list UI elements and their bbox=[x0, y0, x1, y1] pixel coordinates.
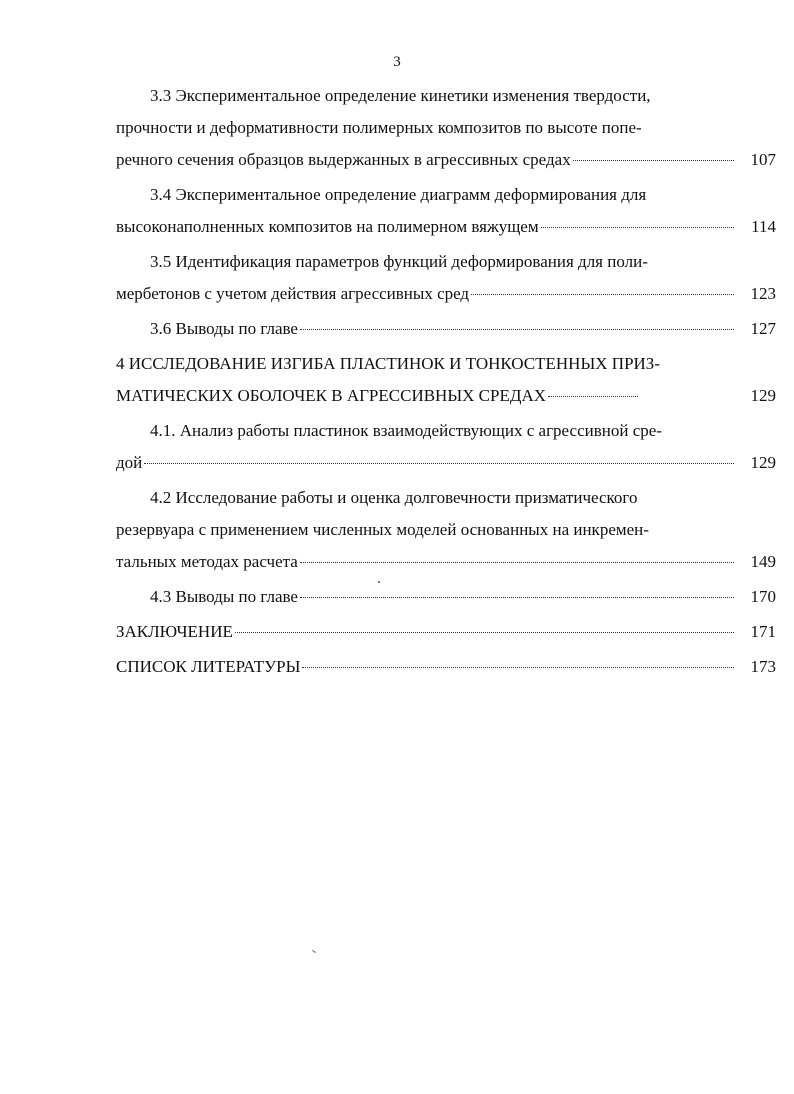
dot-leader bbox=[300, 562, 734, 563]
toc-line: 4.1. Анализ работы пластинок взаимодействующих с агрессивной сре- bbox=[150, 421, 662, 440]
toc-entry-4-2[interactable] bbox=[116, 482, 776, 578]
toc-line: 4 ИССЛЕДОВАНИЕ ИЗГИБА ПЛАСТИНОК И ТОНКОСТЕННЫХ ПРИЗ- bbox=[116, 354, 660, 373]
toc-page-number: 173 bbox=[750, 657, 776, 676]
toc-page-number: 107 bbox=[750, 150, 776, 169]
toc-entry-4-3[interactable] bbox=[116, 581, 776, 613]
dot-leader bbox=[235, 632, 734, 633]
toc-page-number: 127 bbox=[750, 319, 776, 338]
toc-page-number: 123 bbox=[750, 284, 776, 303]
toc-page-number: 129 bbox=[750, 386, 776, 405]
scan-speck bbox=[312, 950, 316, 953]
dot-leader bbox=[548, 396, 638, 397]
toc-entry-3-5[interactable] bbox=[116, 246, 776, 310]
scan-speck bbox=[378, 581, 380, 583]
page-number: 3 bbox=[393, 54, 401, 70]
toc-entry-title: СПИСОК ЛИТЕРАТУРЫ bbox=[116, 657, 301, 676]
toc-line: 3.5 Идентификация параметров функций деформирования для поли- bbox=[150, 252, 648, 271]
dot-leader bbox=[302, 667, 734, 668]
toc-page-number: 129 bbox=[750, 453, 776, 472]
toc-entry-title: 3.6 Выводы по главе bbox=[150, 319, 298, 338]
toc-line: 3.4 Экспериментальное определение диаграмм деформирования для bbox=[150, 185, 647, 204]
toc-entry-title: высоконаполненных композитов на полимерном вяжущем bbox=[116, 217, 539, 236]
toc-entry-title: мербетонов с учетом действия агрессивных сред bbox=[116, 284, 470, 303]
dot-leader bbox=[471, 294, 734, 295]
dot-leader bbox=[144, 463, 734, 464]
toc-entry-3-6[interactable] bbox=[116, 313, 776, 345]
toc-page-number: 114 bbox=[751, 217, 776, 236]
toc-entry-title: 4.3 Выводы по главе bbox=[150, 587, 298, 606]
dot-leader bbox=[541, 227, 734, 228]
dot-leader bbox=[300, 597, 734, 598]
toc-entry-4[interactable] bbox=[116, 348, 776, 412]
toc-entry-references[interactable] bbox=[116, 651, 776, 683]
toc-entry-title: тальных методах расчета bbox=[116, 552, 298, 571]
toc-page-number: 170 bbox=[750, 587, 776, 606]
toc-entry-4-1[interactable] bbox=[116, 415, 776, 479]
toc-line: прочности и деформативности полимерных композитов по высоте попе- bbox=[116, 118, 642, 137]
toc-entry-title: дой bbox=[116, 453, 143, 472]
toc-line: 3.3 Экспериментальное определение кинетики изменения твердости, bbox=[150, 86, 651, 105]
table-of-contents bbox=[116, 80, 776, 686]
toc-entry-3-3[interactable] bbox=[116, 80, 776, 176]
toc-entry-title: МАТИЧЕСКИХ ОБОЛОЧЕК В АГРЕССИВНЫХ СРЕДАХ bbox=[116, 386, 547, 405]
toc-entry-title: ЗАКЛЮЧЕНИЕ bbox=[116, 622, 233, 641]
toc-line: 4.2 Исследование работы и оценка долговечности призматического bbox=[150, 488, 638, 507]
toc-page-number: 149 bbox=[750, 552, 776, 571]
toc-page-number: 171 bbox=[750, 622, 776, 641]
toc-line: резервуара с применением численных моделей основанных на инкремен- bbox=[116, 520, 649, 539]
dot-leader bbox=[573, 160, 734, 161]
toc-entry-title: речного сечения образцов выдержанных в агрессивных средах bbox=[116, 150, 571, 169]
dot-leader bbox=[300, 329, 734, 330]
toc-entry-conclusion[interactable] bbox=[116, 616, 776, 648]
toc-entry-3-4[interactable] bbox=[116, 179, 776, 243]
